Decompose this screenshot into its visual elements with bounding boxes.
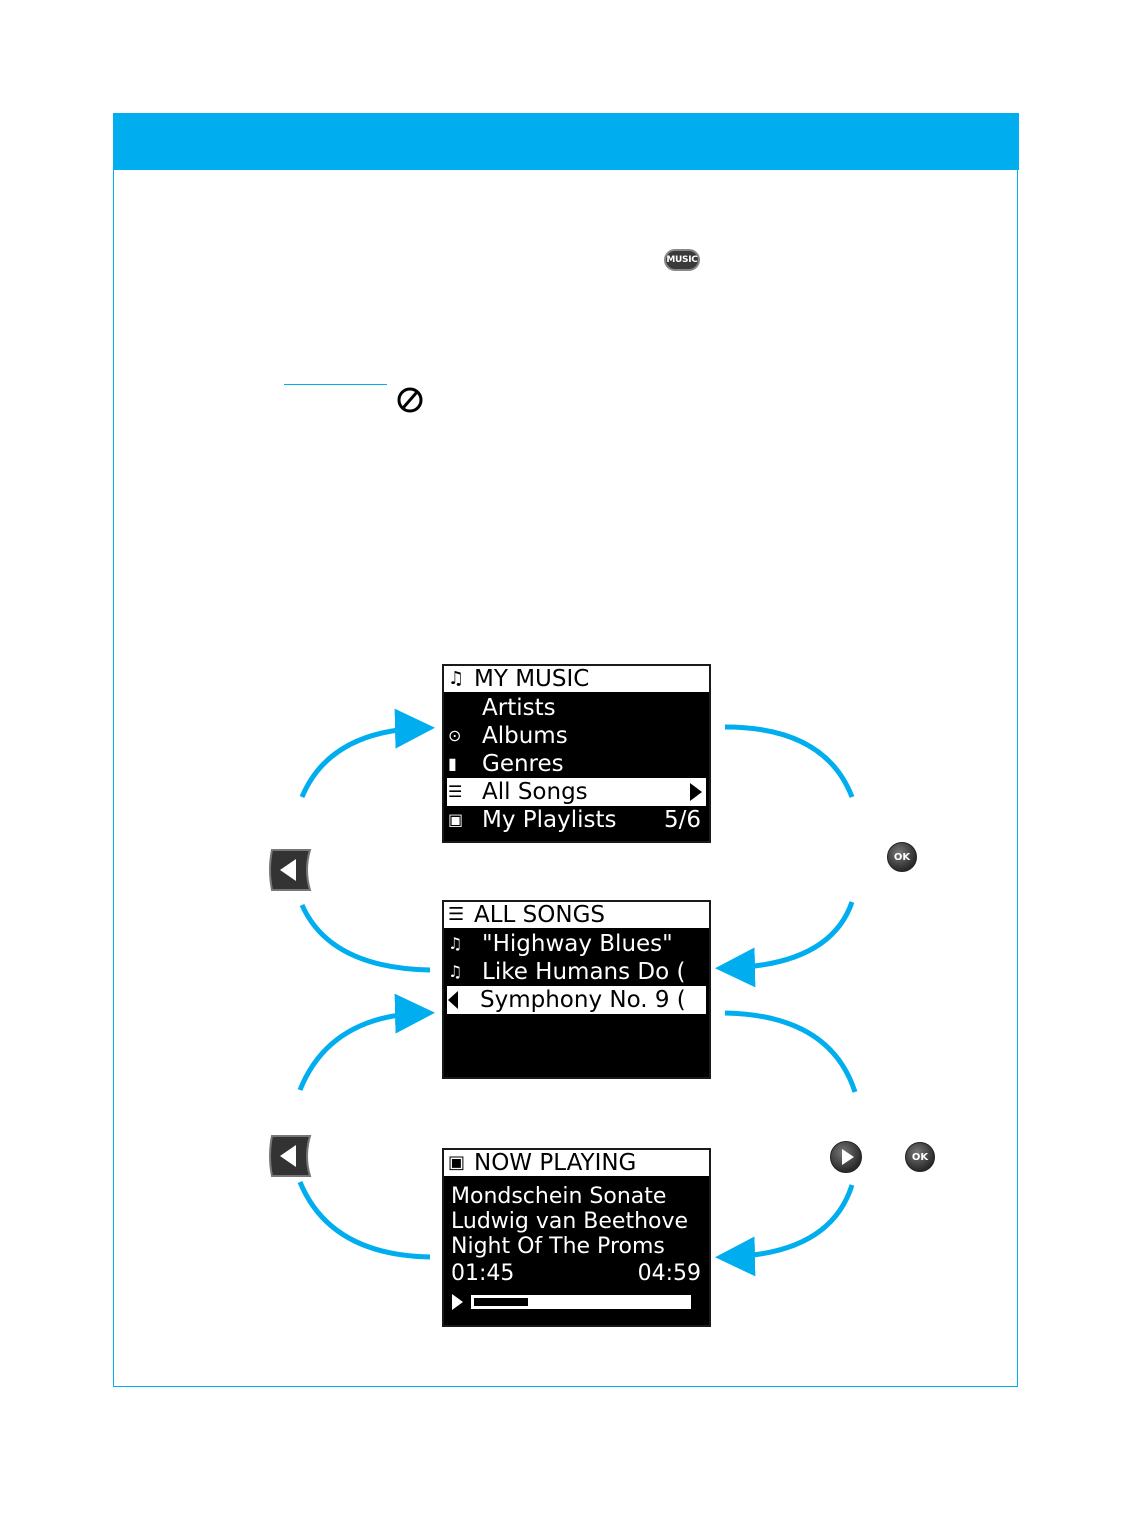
song-item[interactable] xyxy=(444,958,709,986)
song-item-selected[interactable] xyxy=(447,986,706,1014)
screen-title xyxy=(444,1150,709,1178)
song-label: "Highway Blues" xyxy=(482,931,673,957)
screen-my-music xyxy=(442,664,711,843)
song-title: Mondschein Sonate xyxy=(451,1184,667,1209)
genre-icon: ▮ xyxy=(448,754,457,773)
screen-title xyxy=(444,902,709,930)
menu-item-all-songs[interactable] xyxy=(447,778,706,806)
time-row xyxy=(444,1259,709,1289)
total-time: 04:59 xyxy=(637,1261,701,1286)
chevron-left-icon xyxy=(448,991,458,1009)
menu-item-artists[interactable] xyxy=(444,694,709,722)
item-counter: 5/6 xyxy=(663,807,701,833)
screen-now-playing xyxy=(442,1148,711,1327)
album-icon: ⊙ xyxy=(448,726,462,745)
menu-item-albums[interactable] xyxy=(444,722,709,750)
ok-button-icon: OK xyxy=(905,1142,935,1172)
music-note-icon: ♫ xyxy=(448,668,465,689)
progress-fill xyxy=(474,1298,528,1306)
menu-item-label: Genres xyxy=(482,751,564,777)
menu-item-genres[interactable] xyxy=(444,750,709,778)
menu-item-label: All Songs xyxy=(482,779,588,805)
menu-item-my-playlists[interactable] xyxy=(444,806,709,834)
music-button-icon: MUSIC xyxy=(664,249,700,271)
screen-title-text: NOW PLAYING xyxy=(474,1150,637,1176)
no-entry-icon xyxy=(396,386,424,414)
play-icon xyxy=(452,1294,463,1310)
screen-title-text: ALL SONGS xyxy=(474,902,606,928)
artist-name: Ludwig van Beethove xyxy=(451,1209,689,1234)
now-playing-icon: ▣ xyxy=(448,1152,466,1173)
screen-title-text: MY MUSIC xyxy=(474,666,590,692)
back-button-icon xyxy=(266,1134,312,1178)
progress-row xyxy=(444,1289,709,1315)
menu-item-label: Artists xyxy=(482,695,556,721)
screen-title xyxy=(444,666,709,694)
right-button-icon xyxy=(830,1141,862,1173)
album-name: Night Of The Proms xyxy=(451,1234,665,1259)
music-note-icon: ♫ xyxy=(448,962,463,981)
list-icon: ☰ xyxy=(448,904,465,925)
chevron-right-icon xyxy=(690,783,702,801)
song-item[interactable] xyxy=(444,930,709,958)
song-label: Like Humans Do ( xyxy=(482,959,686,985)
menu-item-label: Albums xyxy=(482,723,568,749)
link-underline xyxy=(284,384,387,385)
back-button-icon xyxy=(266,848,312,892)
progress-bar xyxy=(471,1295,691,1309)
menu-item-label: My Playlists xyxy=(482,807,617,833)
ok-button-icon: OK xyxy=(887,842,917,872)
list-icon: ☰ xyxy=(448,782,463,801)
elapsed-time: 01:45 xyxy=(451,1261,515,1286)
playlist-icon: ▣ xyxy=(448,810,464,829)
music-note-icon: ♫ xyxy=(448,934,463,953)
screen-all-songs xyxy=(442,900,711,1079)
song-label: Symphony No. 9 ( xyxy=(480,987,686,1013)
